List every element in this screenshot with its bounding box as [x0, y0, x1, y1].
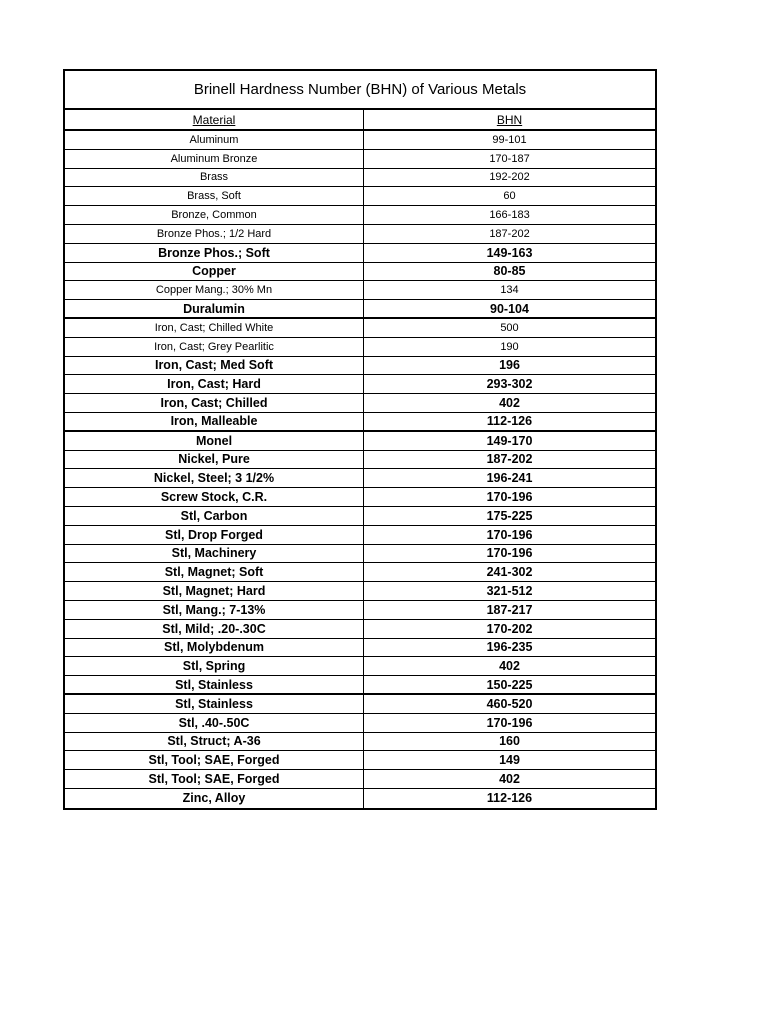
- material-cell: Nickel, Steel; 3 1/2%: [65, 469, 364, 487]
- bhn-cell: 170-196: [486, 527, 533, 542]
- table-row: [65, 469, 655, 488]
- table-row: [65, 770, 655, 789]
- table-row: [65, 545, 655, 564]
- table-row: [65, 357, 655, 376]
- table-row: [65, 338, 655, 357]
- bhn-cell: 160: [499, 734, 520, 749]
- table-row: [65, 169, 655, 188]
- bhn-cell: 149: [499, 753, 520, 768]
- material-cell: Iron, Malleable: [65, 413, 364, 430]
- material-cell: Stl, Spring: [65, 657, 364, 675]
- material-cell: Screw Stock, C.R.: [65, 488, 364, 506]
- table-row: [65, 714, 655, 733]
- table-row: [65, 601, 655, 620]
- bhn-cell: 293-302: [486, 377, 533, 392]
- bhn-cell: 99-101: [492, 133, 527, 146]
- material-cell: Stl, Tool; SAE, Forged: [65, 770, 364, 788]
- material-cell: Stl, Molybdenum: [65, 639, 364, 657]
- material-cell: Iron, Cast; Chilled: [65, 394, 364, 412]
- material-cell: Iron, Cast; Hard: [65, 375, 364, 393]
- table-row: [65, 751, 655, 770]
- bhn-cell: 321-512: [486, 584, 533, 599]
- bhn-cell: 170-187: [489, 152, 530, 165]
- material-cell: Iron, Cast; Chilled White: [65, 319, 364, 337]
- bhn-cell: 192-202: [489, 171, 530, 184]
- table-row: [65, 263, 655, 282]
- bhn-cell: 150-225: [486, 677, 533, 692]
- table-row: [65, 620, 655, 639]
- table-title: Brinell Hardness Number (BHN) of Various Metals: [65, 71, 655, 110]
- bhn-cell: 196: [499, 358, 520, 373]
- material-cell: Stl, Magnet; Soft: [65, 563, 364, 581]
- bhn-cell: 60: [503, 190, 516, 203]
- material-cell: Aluminum: [65, 131, 364, 149]
- bhn-cell: 187-217: [486, 602, 533, 617]
- bhn-cell: 241-302: [486, 565, 533, 580]
- table-row: [65, 300, 655, 319]
- table-row: [65, 225, 655, 244]
- material-cell: Aluminum Bronze: [65, 150, 364, 168]
- header-material: Material: [65, 110, 364, 129]
- bhn-cell: 187-202: [489, 227, 530, 240]
- material-cell: Brass: [65, 169, 364, 187]
- material-cell: Stl, Struct; A-36: [65, 733, 364, 751]
- material-cell: Copper: [65, 263, 364, 281]
- table-row: [65, 187, 655, 206]
- material-cell: Duralumin: [65, 300, 364, 317]
- material-cell: Copper Mang.; 30% Mn: [65, 281, 364, 299]
- table-row: [65, 676, 655, 695]
- material-cell: Bronze Phos.; Soft: [65, 244, 364, 262]
- bhn-cell: 90-104: [490, 301, 529, 316]
- material-cell: Bronze, Common: [65, 206, 364, 224]
- table-row: [65, 150, 655, 169]
- bhn-cell: 80-85: [493, 264, 526, 279]
- table-row: [65, 451, 655, 470]
- bhn-cell: 170-196: [486, 715, 533, 730]
- bhn-cell: 196-235: [486, 640, 533, 655]
- material-cell: Bronze Phos.; 1/2 Hard: [65, 225, 364, 243]
- material-cell: Iron, Cast; Grey Pearlitic: [65, 338, 364, 356]
- material-cell: Stl, Machinery: [65, 545, 364, 563]
- table-row: [65, 394, 655, 413]
- table-row: [65, 507, 655, 526]
- bhn-cell: 170-196: [486, 490, 533, 505]
- table-row: [65, 789, 655, 808]
- material-cell: Iron, Cast; Med Soft: [65, 357, 364, 375]
- material-cell: Stl, Magnet; Hard: [65, 582, 364, 600]
- bhn-cell: 460-520: [486, 696, 533, 711]
- bhn-cell: 170-202: [486, 621, 533, 636]
- header-bhn: BHN: [496, 112, 523, 127]
- bhn-cell: 187-202: [486, 452, 533, 467]
- material-cell: Stl, Drop Forged: [65, 526, 364, 544]
- material-cell: Stl, Mild; .20-.30C: [65, 620, 364, 638]
- bhn-cell: 112-126: [486, 414, 533, 429]
- table-row: [65, 319, 655, 338]
- table-row: [65, 488, 655, 507]
- bhn-cell: 166-183: [489, 209, 530, 222]
- table-row: [65, 733, 655, 752]
- table-row: [65, 413, 655, 432]
- bhn-cell: 149-163: [486, 245, 533, 260]
- bhn-cell: 402: [499, 771, 520, 786]
- bhn-cell: 170-196: [486, 546, 533, 561]
- material-cell: Stl, Stainless: [65, 676, 364, 693]
- bhn-cell: 500: [500, 321, 519, 334]
- table-body: [65, 131, 655, 808]
- bhn-cell: 149-170: [486, 433, 533, 448]
- table-row: [65, 639, 655, 658]
- table-row: [65, 281, 655, 300]
- bhn-cell: 134: [500, 284, 519, 297]
- material-cell: Zinc, Alloy: [65, 789, 364, 808]
- table-row: [65, 526, 655, 545]
- bhn-cell: 196-241: [486, 471, 533, 486]
- material-cell: Stl, Mang.; 7-13%: [65, 601, 364, 619]
- hardness-table: [63, 69, 657, 810]
- table-row: [65, 244, 655, 263]
- bhn-cell: 402: [499, 659, 520, 674]
- table-row: [65, 582, 655, 601]
- material-cell: Stl, Tool; SAE, Forged: [65, 751, 364, 769]
- table-row: [65, 563, 655, 582]
- material-cell: Stl, .40-.50C: [65, 714, 364, 732]
- bhn-cell: 175-225: [486, 508, 533, 523]
- bhn-cell: 112-126: [486, 791, 533, 806]
- material-cell: Monel: [65, 432, 364, 450]
- table-row: [65, 432, 655, 451]
- table-row: [65, 695, 655, 714]
- material-cell: Stl, Stainless: [65, 695, 364, 713]
- material-cell: Brass, Soft: [65, 187, 364, 205]
- table-header-row: [65, 110, 655, 131]
- table-row: [65, 206, 655, 225]
- table-row: [65, 657, 655, 676]
- bhn-cell: 190: [500, 340, 519, 353]
- bhn-cell: 402: [499, 396, 520, 411]
- table-row: [65, 375, 655, 394]
- table-row: [65, 131, 655, 150]
- material-cell: Stl, Carbon: [65, 507, 364, 525]
- material-cell: Nickel, Pure: [65, 451, 364, 469]
